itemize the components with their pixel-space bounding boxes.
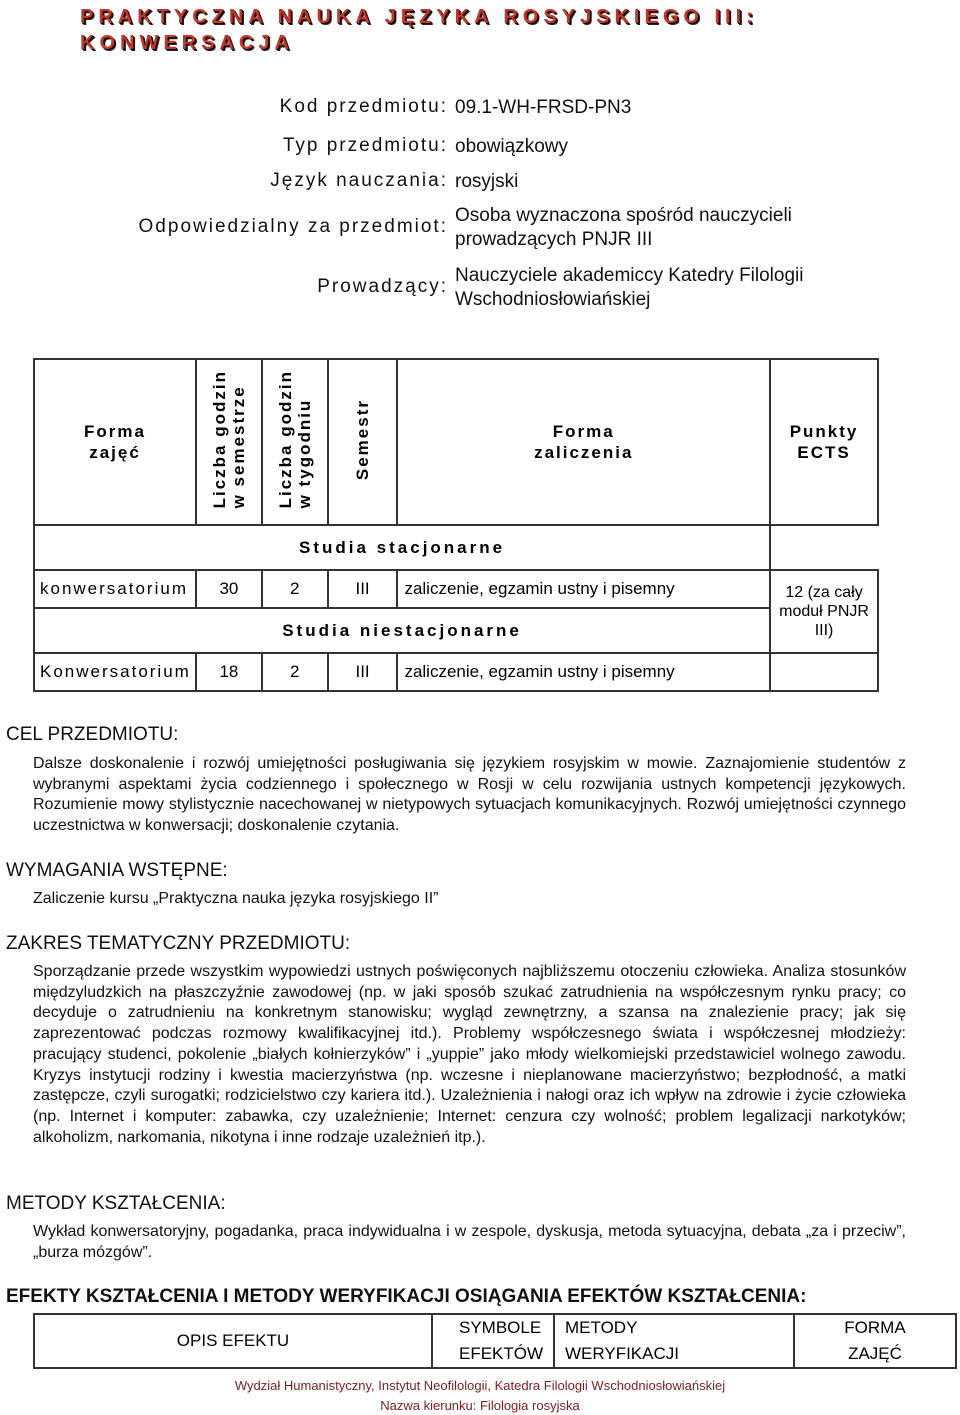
header-liczba-tydzien-text: [276, 370, 314, 508]
ects-spacer: [770, 525, 878, 570]
typ-value: obowiązkowy: [455, 136, 568, 157]
jezyk-value: rosyjski: [455, 171, 519, 192]
title-line-1: PRAKTYCZNA NAUKA JĘZYKA ROSYJSKIEGO III:: [80, 6, 758, 28]
cel-heading: CEL PRZEDMIOTU:: [6, 724, 179, 745]
prowadzacy-label: Prowadzący:: [317, 276, 448, 297]
prowadzacy-value: [455, 264, 875, 312]
row1-sem: 30: [196, 570, 262, 608]
table-row: [34, 653, 878, 691]
ects-empty-cell: [770, 653, 878, 691]
efekty-metody-line-2: WERYFIKACJI: [565, 1344, 679, 1363]
header-forma-line-2: zajęć: [89, 443, 141, 462]
row1-zaliczenie: zaliczenie, egzamin ustny i pisemny: [397, 570, 770, 608]
efekty-col-opis: OPIS EFEKTU: [34, 1314, 432, 1368]
section-niestacjonarne-row: [34, 608, 878, 653]
metody-text: Wykład konwersatoryjny, pogadanka, praca indywidualna i w zespole, dyskusja, metoda sytuacyjna, debata „za i przeciw”, „burza mózgów”.: [33, 1223, 906, 1261]
efekty-col-forma: [794, 1314, 956, 1368]
header-liczba-semestr-line-2: w semestrze: [228, 385, 248, 509]
kod-value: 09.1-WH-FRSD-PN3: [455, 97, 632, 118]
wymagania-text: Zaliczenie kursu „Praktyczna nauka języka rosyjskiego II”: [33, 890, 439, 907]
header-forma-line-1: Forma: [84, 422, 146, 441]
efekty-symbole-line-2: EFEKTÓW: [459, 1344, 544, 1363]
section-stacjonarne-row: [34, 525, 878, 570]
ects-line-3: III): [814, 622, 834, 639]
prowadzacy-value-line-1: Nauczyciele akademiccy Katedry Filologii: [455, 265, 804, 286]
efekty-metody-line-1: METODY: [565, 1318, 638, 1337]
header-zaliczenia-line-1: Forma: [552, 422, 615, 441]
header-liczba-semestr-text: [210, 370, 248, 508]
wymagania-heading: WYMAGANIA WSTĘPNE:: [6, 860, 228, 881]
odpowiedzialny-value-line-1: Osoba wyznaczona spośród nauczycieli: [455, 205, 792, 226]
header-liczba-tydzien: [262, 359, 328, 525]
row2-sem: 18: [196, 653, 262, 691]
zakres-text: Sporządzanie przede wszystkim wypowiedzi ustnych poświęconych najbliższemu otoczeniu człowieka. Analiza stosunków międzyludzkich na płaszczyźnie zawodowej (np. w jaki sposób szukać zatrudnienia na współczesnym rynku pracy; co decyduje o zatrudnieniu na konkretnym stanowisku; wygląd zewnętrzny, a szansa na znalezienie pracy; jak się zaprezentować podczas rozmowy kwalifikacyjnej itd.). Problemy współczesnego świata i współczesnej młodzieży: pracujący studenci, pokolenie „białych kołnierzyków” i „yuppie” jako młody wielkomiejski przedstawiciel wolnego zawodu. Kryzys instytucji rodziny i kwestia macierzyństwa (np. wczesne i nieplanowane macierzyństwo; bezpłodność, a matki zastępcze, czyli surogatki; rodzicielstwo czy kariera itd.). Uzależnienia i nałogi oraz ich wpływ na zdrowie i życie człowieka (np. Internet i komputer: zabawka, czy uzależnienie; Internet: cenzura czy wolność; problem legalizacji narkotyków; alkoholizm, narkomania, nikotyna i inne rodzaje uzależnień itp.).: [33, 963, 906, 1146]
header-ects-line-2: ECTS: [797, 443, 851, 462]
efekty-header-row: [34, 1314, 956, 1368]
efekty-forma-line-1: FORMA: [844, 1318, 906, 1337]
header-liczba-tydzien-line-2: w tygodniu: [294, 398, 314, 509]
footer-line-1: Wydział Humanistyczny, Instytut Neofilologii, Katedra Filologii Wschodniosłowiańskiej: [234, 1378, 726, 1393]
section-niestacjonarne: Studia niestacjonarne: [34, 608, 770, 653]
efekty-col-metody: [554, 1314, 794, 1368]
zakres-heading: ZAKRES TEMATYCZNY PRZEDMIOTU:: [6, 933, 351, 954]
section-stacjonarne: Studia stacjonarne: [34, 525, 770, 570]
row1-forma: konwersatorium: [34, 570, 196, 608]
efekty-heading: EFEKTY KSZTAŁCENIA I METODY WERYFIKACJI OSIĄGANIA EFEKTÓW KSZTAŁCENIA:: [6, 1286, 807, 1307]
efekty-symbole-line-1: SYMBOLE: [459, 1318, 542, 1337]
header-ects-line-1: Punkty: [789, 422, 859, 441]
course-table: [33, 358, 879, 692]
ects-line-1: 12 (za cały: [785, 584, 863, 601]
row1-semestr: III: [328, 570, 398, 608]
title-line-2: KONWERSACJA: [80, 32, 294, 54]
header-liczba-tydzien-line-1: Liczba godzin: [275, 370, 295, 509]
page-footer: [0, 1376, 960, 1415]
footer-line-2: Nazwa kierunku: Filologia rosyjska: [380, 1398, 580, 1413]
typ-label: Typ przedmiotu:: [282, 135, 448, 156]
ects-line-2: moduł PNJR: [779, 603, 869, 620]
header-ects: [770, 359, 878, 525]
prowadzacy-value-line-2: Wschodniosłowiańskiej: [455, 289, 651, 310]
odpowiedzialny-label: Odpowiedzialny za przedmiot:: [138, 216, 448, 237]
header-forma-zajec: [34, 359, 196, 525]
kod-label: Kod przedmiotu:: [279, 96, 448, 117]
row2-zaliczenie: zaliczenie, egzamin ustny i pisemny: [397, 653, 770, 691]
header-semestr: [328, 359, 398, 525]
metody-heading: METODY KSZTAŁCENIA:: [6, 1193, 226, 1214]
table-row: [34, 570, 878, 608]
row2-forma: Konwersatorium: [34, 653, 196, 691]
odpowiedzialny-value: [455, 204, 875, 252]
row1-tyg: 2: [262, 570, 328, 608]
ects-value: [770, 570, 878, 653]
row2-tyg: 2: [262, 653, 328, 691]
row2-semestr: III: [328, 653, 398, 691]
efekty-col-symbole: [432, 1314, 554, 1368]
header-zaliczenia-line-2: zaliczenia: [534, 443, 634, 462]
header-forma-zaliczenia: [397, 359, 770, 525]
table-header-row: [34, 359, 878, 525]
header-semestr-text: Semestr: [353, 398, 373, 481]
efekty-forma-line-2: ZAJĘĆ: [848, 1344, 902, 1363]
jezyk-label: Język nauczania:: [270, 170, 448, 191]
efekty-table: [33, 1313, 957, 1369]
document-title: [80, 4, 880, 56]
header-liczba-semestr-line-1: Liczba godzin: [209, 370, 229, 509]
header-liczba-semestr: [196, 359, 262, 525]
cel-text: Dalsze doskonalenie i rozwój umiejętności posługiwania się językiem rosyjskim w mowie. Zaznajomienie studentów z wybranymi aspektami życia codziennego i społecznego w Rosji w celu rozwijania ustnych kompetencji językowych. Rozumienie mowy stylistycznie nacechowanej w nietypowych sytuacjach komunikacyjnych. Rozwój umiejętności czynnego uczestnictwa w konwersacji; doskonalenie czytania.: [33, 755, 906, 835]
odpowiedzialny-value-line-2: prowadzących PNJR III: [455, 229, 653, 250]
